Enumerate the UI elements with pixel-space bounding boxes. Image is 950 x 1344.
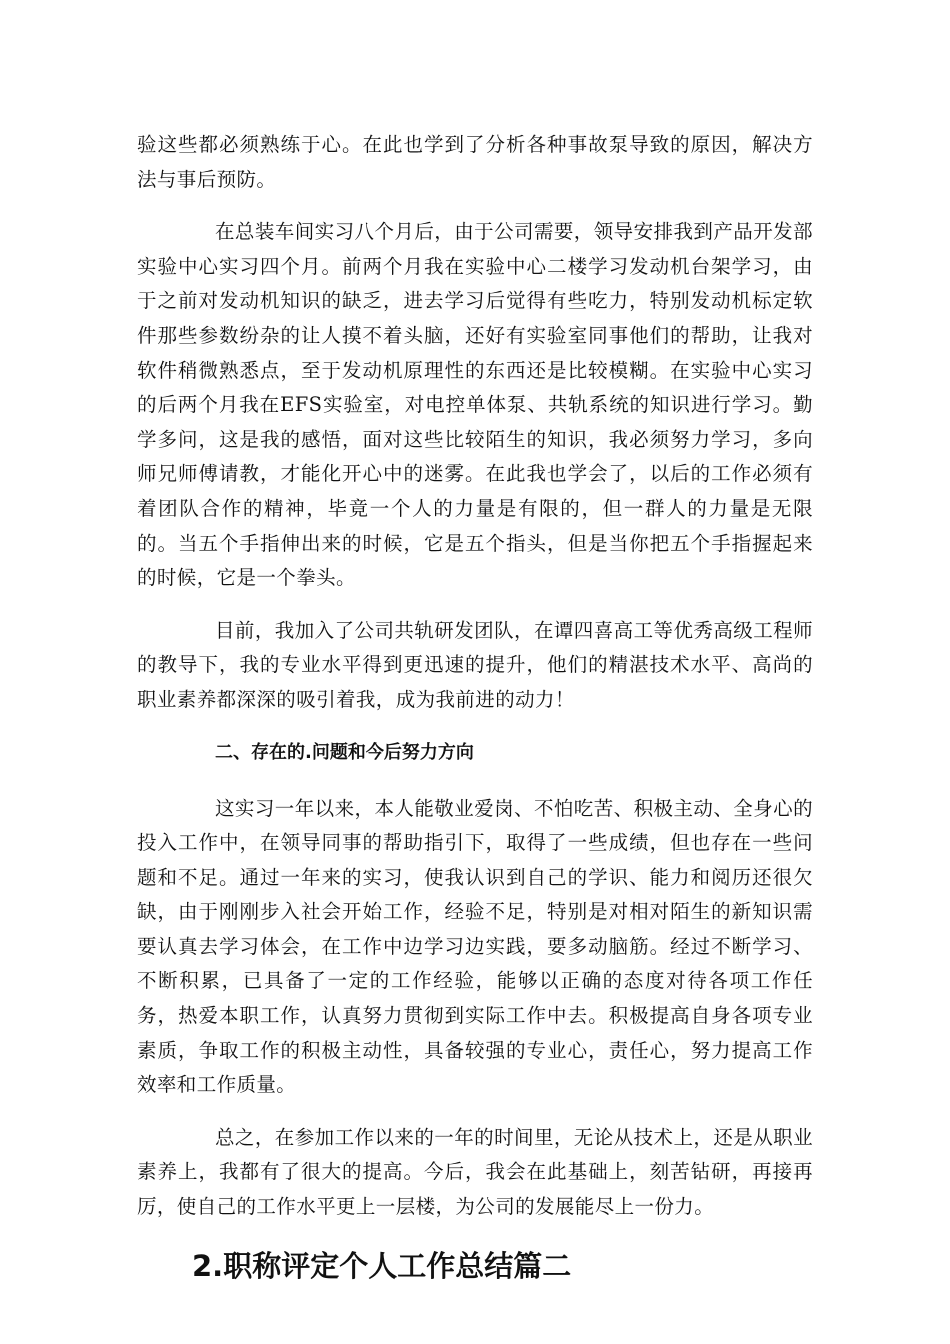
paragraph-rd-team: 目前，我加入了公司共轨研发团队，在谭四喜高工等优秀高级工程师的教导下，我的专业水平得到更迅速的提升，他们的精湛技术水平、高尚的职业素养都深深的吸引着我，成为我前进的动力！ <box>137 618 813 711</box>
paragraph-continuation: 验这些都必须熟练于心。在此也学到了分析各种事故泵导致的原因，解决方法与事后预防。 <box>137 133 813 191</box>
document-page <box>137 128 813 1289</box>
paragraph-lab-internship: 在总装车间实习八个月后，由于公司需要，领导安排我到产品开发部实验中心实习四个月。前两个月我在实验中心二楼学习发动机台架学习，由于之前对发动机知识的缺乏，进去学习后觉得有些吃力，特别发动机标定软件那些参数纷杂的让人摸不着头脑，还好有实验室同事他们的帮助，让我对软件稍微熟悉点，至于发动机原理性的东西还是比较模糊。在实验中心实习的后两个月我在EFS实验室，对电控单体泵、共轨系统的知识进行学习。勤学多问，这是我的感悟，面对这些比较陌生的知识，我必须努力学习，多向师兄师傅请教，才能化开心中的迷雾。在此我也学会了，以后的工作必须有着团队合作的精神，毕竟一个人的力量是有限的，但一群人的力量是无限的。当五个手指伸出来的时候，它是五个指头，但是当你把五个手指握起来的时候，它是一个拳头。 <box>137 220 813 590</box>
paragraph-conclusion: 总之，在参加工作以来的一年的时间里，无论从技术上，还是从职业素养上，我都有了很大的提高。今后，我会在此基础上，刻苦钻研，再接再厉，使自己的工作水平更上一层楼，为公司的发展能尽上一份力。 <box>137 1125 813 1219</box>
section-heading: 二、存在的.问题和今后努力方向 <box>215 741 474 763</box>
paragraph-shortcomings: 这实习一年以来，本人能敬业爱岗、不怕吃苦、积极主动、全身心的投入工作中，在领导同事的帮助指引下，取得了一些成绩，但也存在一些问题和不足。通过一年来的实习，使我认识到自己的学识、能力和阅历还很欠缺，由于刚刚步入社会开始工作，经验不足，特别是对相对陌生的新知识需要认真去学习体会，在工作中边学习边实践，要多动脑筋。经过不断学习、不断积累，已具备了一定的工作经验，能够以正确的态度对待各项工作任务，热爱本职工作，认真努力贯彻到实际工作中去。积极提高自身各项专业素质，争取工作的积极主动性，具备较强的专业心，责任心，努力提高工作效率和工作质量。 <box>137 796 813 1097</box>
chapter-heading: 2.职称评定个人工作总结篇二 <box>192 1248 572 1283</box>
